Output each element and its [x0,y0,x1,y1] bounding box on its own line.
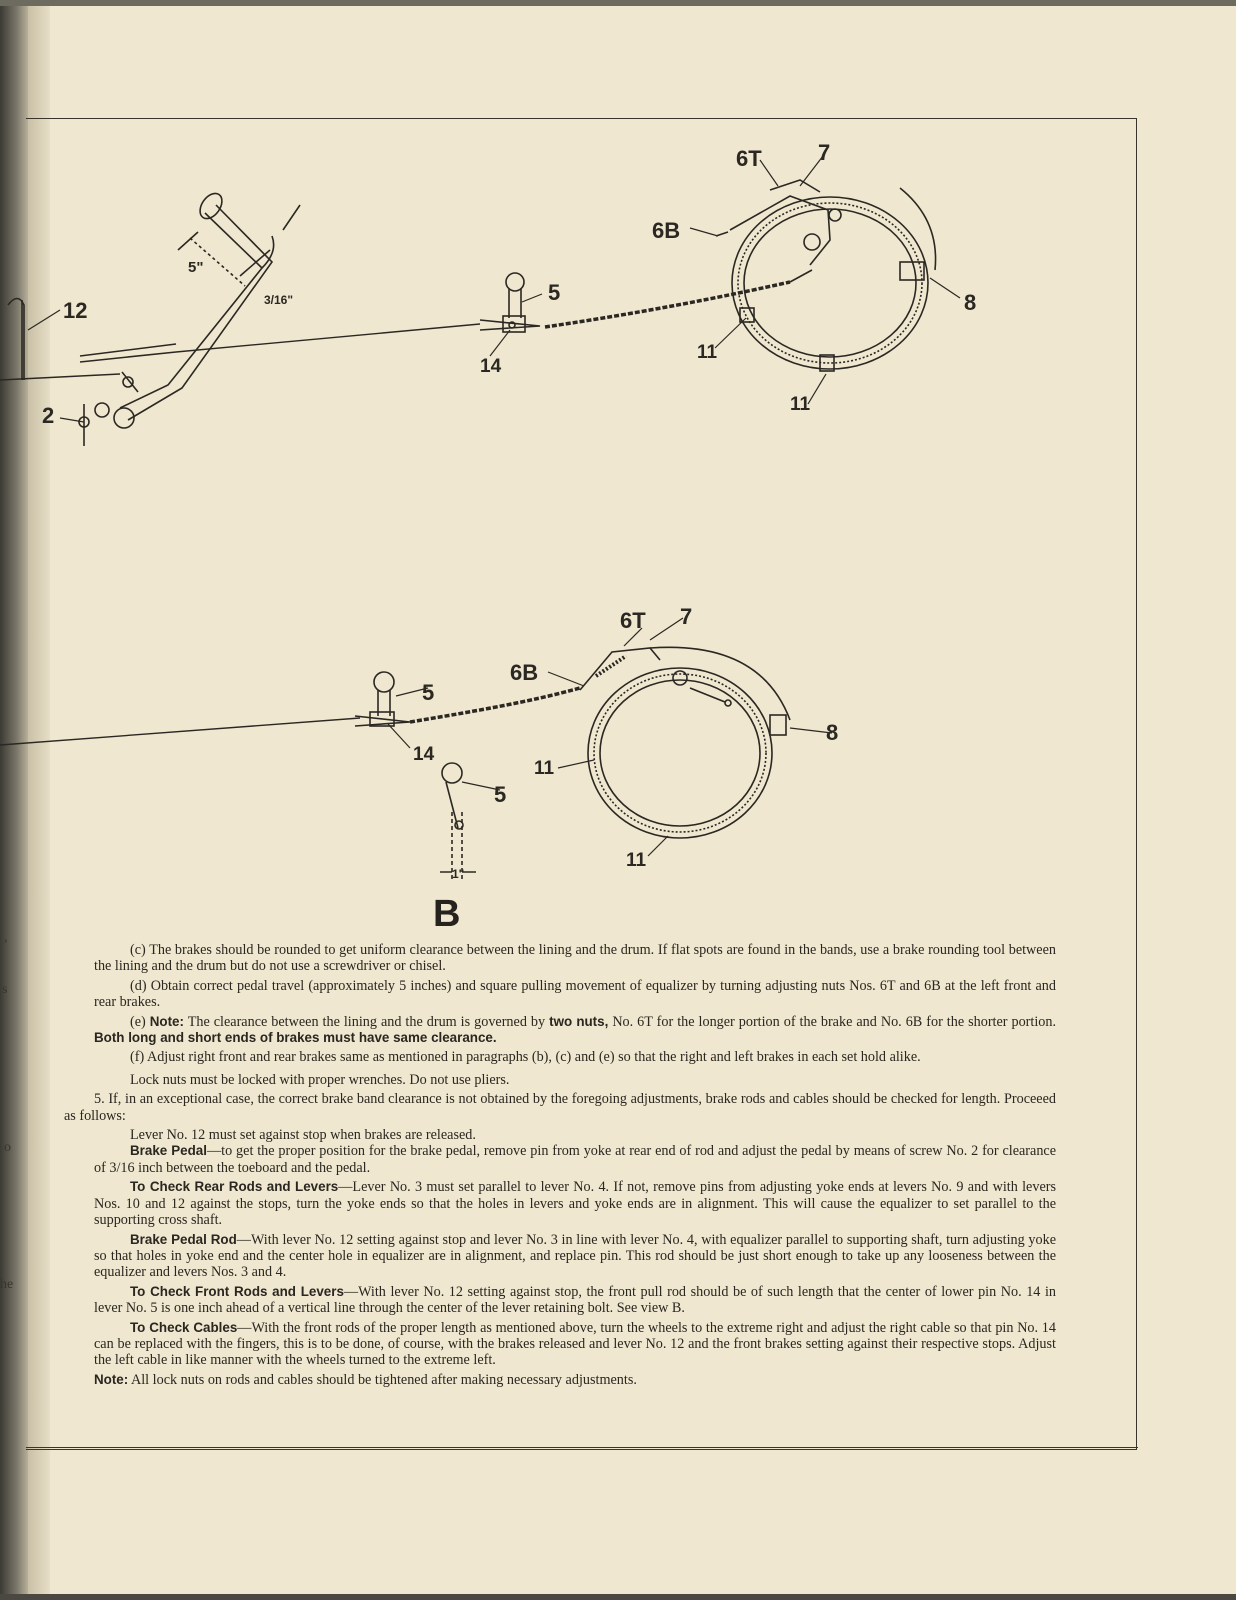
label-7: 7 [818,140,831,165]
brake-drum-lower [580,647,790,838]
instructions-text [64,942,1057,1391]
paragraph-d: (d) Obtain correct pedal travel (approximately 5 inches) and square pulling movement of equalizer by turning adjusting nuts Nos. 6T and 6B at the left front and rear brakes. [94,977,1056,1011]
label-5: 5 [422,680,435,705]
label-11: 11 [626,850,647,871]
label-14: 14 [480,356,502,377]
paragraph-c: (c) The brakes should be rounded to get uniform clearance between the lining and the drum. If flat spots are found in the bands, use a brake rounding tool between the lining and the drum but do not use a screwdriver or chisel. [94,942,1056,975]
label-6T: 6T [736,146,762,171]
margin-fragment: s [2,982,8,997]
dimension-5-inch: 5" [188,259,204,276]
front-pull-rod [176,324,480,352]
paragraph-brake-pedal: Brake Pedal—to get the proper position for the brake pedal, remove pin from yoke at rear end of rod and adjust the pedal by means of screw No. 2 for clearance of 3/16 inch between the toeboard and the pedal. [94,1143,1057,1176]
label-8: 8 [826,720,839,745]
label-6B: 6B [652,218,681,243]
label-5: 5 [548,280,561,305]
paragraph-lock-nuts: Lock nuts must be locked with proper wrenches. Do not use pliers. [130,1071,510,1088]
paragraph-final-note: Note: All lock nuts on rods and cables should be tightened after making necessary adjustments. [94,1371,637,1388]
paragraph-front-rods: To Check Front Rods and Levers—With lever No. 12 setting against stop, the front pull rod should be of such length that the center of lower pin No. 14 in lever No. 5 is one inch ahead of a vertical line through the center of the lever retaining bolt. See view B. [94,1283,1056,1317]
paragraph-5: 5. If, in an exceptional case, the correct brake band clearance is not obtained by the foregoing adjustments, brake rods and cables should be checked for length. Proceeed as follows: [64,1091,1056,1124]
label-11: 11 [697,342,718,363]
label-5: 5 [494,782,507,807]
label-6T: 6T [620,608,646,633]
leader-lines [28,156,960,856]
brake-drum-upper [716,180,936,371]
margin-fragment: o [4,1140,11,1155]
label-6B: 6B [510,660,539,685]
label-11: 11 [534,758,555,779]
paragraph-cables: To Check Cables—With the front rods of the proper length as mentioned above, turn the wheels to the extreme right and adjust the right cable so that pin No. 14 can be replaced with the fingers, this is to be done, of course, with the brakes released and lever No. 12 and the front brakes setting against their respective stops. Adjust the left cable in like manner with the wheels turned to the extreme left. [94,1319,1056,1369]
lever-5-upper [480,273,540,332]
cable-end [790,270,812,282]
paragraph-lever-12: Lever No. 12 must set against stop when brakes are released. [130,1127,476,1144]
label-7: 7 [680,604,693,629]
paragraph-rear-rods: To Check Rear Rods and Levers—Lever No. 3 must set parallel to lever No. 4. If not, remove pins from adjusting yoke ends at levers No. 9 and with levers Nos. 10 and 12 against the stops, turn the yoke ends so that the holes in levers and yoke ends are in alignment. This will cause the equalizer to set parallel to the supporting cross shaft. [94,1179,1056,1229]
dimension-1-inch: 1" [452,867,465,881]
front-pull-rod-b [0,718,360,745]
dimension-3-16-inch: 3/16" [264,293,294,307]
lever-5-lower [355,672,410,726]
margin-fragment: , [4,930,8,945]
paragraph-pedal-rod: Brake Pedal Rod—With lever No. 12 setting against stop and lever No. 3 in line with lever No. 4, with equalizer parallel to supporting shaft, turn adjusting yoke so that holes in yoke end and the center hole in equalizer are in alignment, and replace pin. This rod should be just short enough to take up any looseness between the equalizer and levers Nos. 3 and 4. [94,1231,1056,1281]
label-14: 14 [413,744,435,765]
label-12: 12 [63,298,88,323]
cable-lower [410,688,580,722]
lever-5-detail [440,763,476,880]
paragraph-e: (e) Note: The clearance between the lining and the drum is governed by two nuts, No. 6T for the longer portion of the brake and No. 6B for the shorter portion. Both long and short ends of brakes must have same clearance. [94,1013,1057,1046]
label-11: 11 [790,394,811,415]
label-2: 2 [42,403,55,428]
paragraph-f: (f) Adjust right front and rear brakes same as mentioned in paragraphs (b), (c) and (e) so that the right and left brakes in each set hold alike. [130,1049,921,1066]
margin-fragment: he [0,1277,14,1292]
label-8: 8 [964,290,977,315]
view-letter: B [433,893,461,935]
